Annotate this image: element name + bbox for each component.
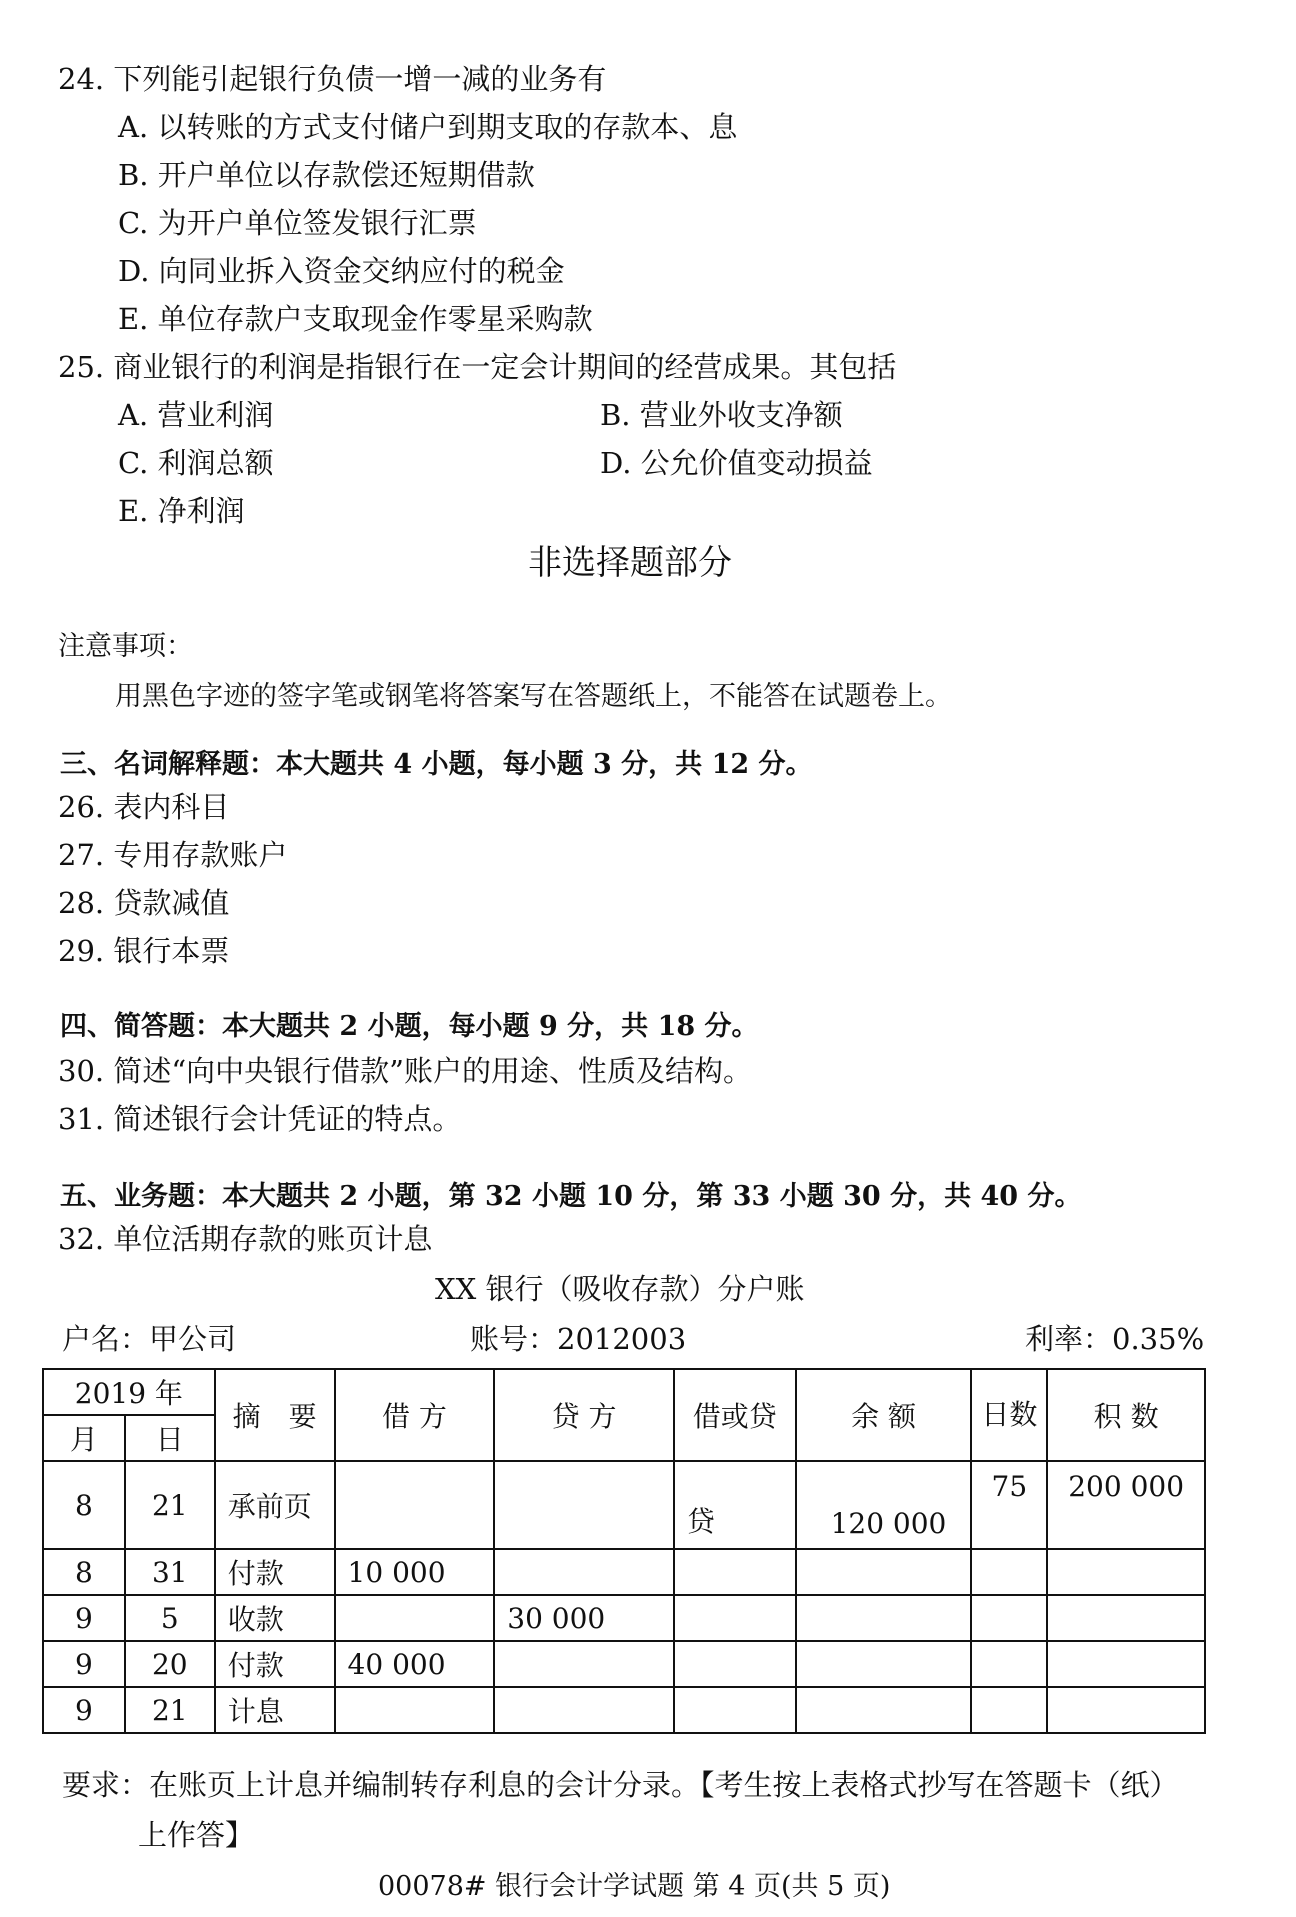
part4-heading: 四、简答题：本大题共 2 小题，每小题 9 分，共 18 分。 xyxy=(60,1011,759,1042)
ledger-title: XX 银行（吸收存款）分户账 xyxy=(435,1272,805,1306)
q25-option-c: C. 利润总额 xyxy=(118,446,274,480)
cell-day: 5 xyxy=(125,1595,215,1641)
cell-days xyxy=(971,1595,1047,1641)
cell-summary: 付款 xyxy=(215,1641,335,1687)
table-row xyxy=(43,1549,1205,1595)
part3-item-28: 28. 贷款减值 xyxy=(58,886,230,920)
cell-day: 21 xyxy=(125,1461,215,1549)
cell-debit: 40 000 xyxy=(335,1641,495,1687)
notice-label: 注意事项： xyxy=(58,631,193,662)
cell-summary: 计息 xyxy=(215,1687,335,1733)
cell-product xyxy=(1047,1641,1205,1687)
q24-option-e: E. 单位存款户支取现金作零星采购款 xyxy=(118,302,593,336)
table-row xyxy=(43,1687,1205,1733)
cell-debit xyxy=(335,1461,495,1549)
header-credit: 贷 方 xyxy=(494,1369,674,1461)
header-day: 日 xyxy=(125,1415,215,1461)
cell-month: 8 xyxy=(43,1549,125,1595)
cell-summary: 收款 xyxy=(215,1595,335,1641)
cell-credit xyxy=(494,1461,674,1549)
cell-balance xyxy=(796,1641,972,1687)
cell-credit: 30 000 xyxy=(494,1595,674,1641)
cell-summary: 承前页 xyxy=(215,1461,335,1549)
cell-product xyxy=(1047,1549,1205,1595)
header-balance: 余 额 xyxy=(796,1369,972,1461)
part4-item-31: 31. 简述银行会计凭证的特点。 xyxy=(58,1102,462,1136)
cell-balance xyxy=(796,1595,972,1641)
part3-item-27: 27. 专用存款账户 xyxy=(58,838,288,872)
cell-days xyxy=(971,1641,1047,1687)
cell-month: 9 xyxy=(43,1595,125,1641)
cell-debit-or-credit xyxy=(674,1549,796,1595)
q25-option-b: B. 营业外收支净额 xyxy=(600,398,843,432)
part3-item-26: 26. 表内科目 xyxy=(58,790,230,824)
table-row xyxy=(43,1461,1205,1549)
cell-balance xyxy=(796,1687,972,1733)
header-debit-or-credit: 借或贷 xyxy=(674,1369,796,1461)
table-row xyxy=(43,1595,1205,1641)
cell-credit xyxy=(494,1641,674,1687)
cell-debit-or-credit xyxy=(674,1687,796,1733)
cell-debit xyxy=(335,1595,495,1641)
q24-option-d: D. 向同业拆入资金交纳应付的税金 xyxy=(118,254,565,288)
cell-day: 20 xyxy=(125,1641,215,1687)
requirement-line-2: 上作答】 xyxy=(138,1818,255,1852)
interest-rate: 利率：0.35% xyxy=(1025,1322,1205,1356)
header-debit: 借 方 xyxy=(335,1369,495,1461)
header-month: 月 xyxy=(43,1415,125,1461)
part5-heading: 五、业务题：本大题共 2 小题，第 32 小题 10 分，第 33 小题 30 分，共 40 分。 xyxy=(60,1181,1082,1212)
cell-balance: 120 000 xyxy=(796,1461,972,1549)
cell-product xyxy=(1047,1595,1205,1641)
cell-debit-or-credit xyxy=(674,1595,796,1641)
part3-heading: 三、名词解释题：本大题共 4 小题，每小题 3 分，共 12 分。 xyxy=(60,749,813,780)
cell-month: 8 xyxy=(43,1461,125,1549)
account-name: 户名：甲公司 xyxy=(62,1322,237,1356)
section-title: 非选择题部分 xyxy=(528,543,732,583)
q25-option-d: D. 公允价值变动损益 xyxy=(600,446,873,480)
cell-days xyxy=(971,1549,1047,1595)
notice-text: 用黑色字迹的签字笔或钢笔将答案写在答题纸上，不能答在试题卷上。 xyxy=(115,681,952,712)
q25-option-e: E. 净利润 xyxy=(118,494,245,528)
q25-stem: 25. 商业银行的利润是指银行在一定会计期间的经营成果。其包括 xyxy=(58,350,897,384)
requirement-line-1: 要求：在账页上计息并编制转存利息的会计分录。【考生按上表格式抄写在答题卡（纸） xyxy=(62,1768,1179,1802)
cell-credit xyxy=(494,1549,674,1595)
account-number: 账号：2012003 xyxy=(470,1322,687,1356)
cell-credit xyxy=(494,1687,674,1733)
table-row xyxy=(43,1641,1205,1687)
part3-item-29: 29. 银行本票 xyxy=(58,934,230,968)
cell-debit-or-credit xyxy=(674,1641,796,1687)
cell-days xyxy=(971,1687,1047,1733)
cell-summary: 付款 xyxy=(215,1549,335,1595)
cell-month: 9 xyxy=(43,1641,125,1687)
cell-day: 21 xyxy=(125,1687,215,1733)
cell-product xyxy=(1047,1687,1205,1733)
q24-stem: 24. 下列能引起银行负债一增一减的业务有 xyxy=(58,62,607,96)
header-summary: 摘 要 xyxy=(215,1369,335,1461)
header-product: 积 数 xyxy=(1047,1369,1205,1461)
cell-debit: 10 000 xyxy=(335,1549,495,1595)
q24-option-c: C. 为开户单位签发银行汇票 xyxy=(118,206,477,240)
q24-option-b: B. 开户单位以存款偿还短期借款 xyxy=(118,158,535,192)
part4-item-30: 30. 简述“向中央银行借款”账户的用途、性质及结构。 xyxy=(58,1054,752,1088)
header-days: 日数 xyxy=(971,1369,1047,1461)
q25-option-a: A. 营业利润 xyxy=(118,398,274,432)
cell-product: 200 000 xyxy=(1047,1461,1205,1549)
ledger-table xyxy=(42,1368,1206,1734)
cell-days: 75 xyxy=(971,1461,1047,1549)
q24-option-a: A. 以转账的方式支付储户到期支取的存款本、息 xyxy=(118,110,738,144)
cell-debit-or-credit: 贷 xyxy=(674,1461,796,1549)
cell-day: 31 xyxy=(125,1549,215,1595)
header-year: 2019 年 xyxy=(43,1369,215,1415)
page-footer: 00078# 银行会计学试题 第 4 页(共 5 页) xyxy=(378,1871,891,1902)
cell-month: 9 xyxy=(43,1687,125,1733)
cell-debit xyxy=(335,1687,495,1733)
cell-balance xyxy=(796,1549,972,1595)
part5-q32: 32. 单位活期存款的账页计息 xyxy=(58,1222,433,1256)
